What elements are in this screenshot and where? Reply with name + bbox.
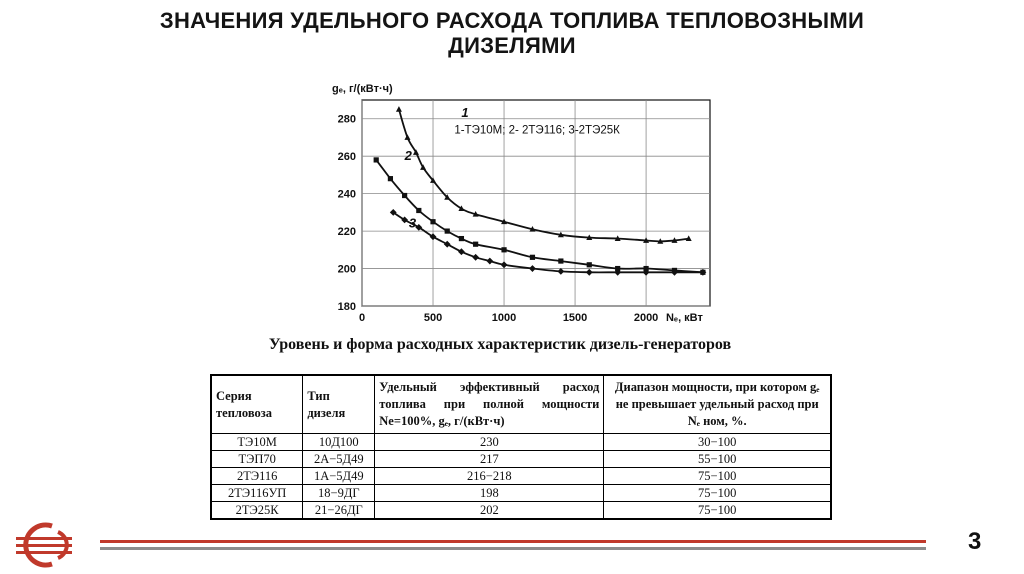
cell-series: 2ТЭ116УП bbox=[211, 485, 303, 502]
series-2-point bbox=[587, 262, 592, 267]
railway-logo-icon bbox=[14, 522, 76, 568]
x-tick-label: 1500 bbox=[562, 312, 588, 324]
series-2-point bbox=[374, 157, 379, 162]
table-row bbox=[211, 502, 831, 520]
cell-power-range: 75−100 bbox=[604, 502, 831, 520]
y-tick-label: 200 bbox=[337, 263, 356, 276]
title-line-2: ДИЗЕЛЯМИ bbox=[448, 33, 576, 58]
series-2-point bbox=[402, 193, 407, 198]
table-header-row bbox=[211, 375, 831, 434]
series-2-point bbox=[558, 258, 563, 263]
y-tick-label: 180 bbox=[337, 301, 356, 313]
cell-consumption: 198 bbox=[375, 485, 604, 502]
series-2-point bbox=[388, 176, 393, 181]
series-2-point bbox=[445, 228, 450, 233]
series-2-point bbox=[416, 208, 421, 213]
y-tick-label: 260 bbox=[337, 151, 356, 164]
cell-consumption: 217 bbox=[375, 451, 604, 468]
header-diesel-type: Тип дизеля bbox=[303, 375, 375, 434]
footer-gray-rule bbox=[100, 547, 926, 550]
header-power-range: Диапазон мощности, при котором gₑ не превышает удельный расход при Nₑ ном, %. bbox=[604, 375, 831, 434]
series-2-point bbox=[473, 242, 478, 247]
table-row bbox=[211, 485, 831, 502]
series-2-point bbox=[430, 219, 435, 224]
x-tick-label: 0 bbox=[358, 312, 366, 324]
x-axis-label: Nₑ, кВт bbox=[665, 312, 703, 324]
title-line-1: ЗНАЧЕНИЯ УДЕЛЬНОГО РАСХОДА ТОПЛИВА ТЕПЛОВОЗНЫМИ bbox=[159, 8, 865, 33]
series-label-3: 3 bbox=[408, 215, 417, 231]
legend-annotation: 1-ТЭ10М; 2- 2ТЭ116; 3-2ТЭ25К bbox=[454, 124, 620, 137]
y-tick-label: 280 bbox=[337, 113, 356, 126]
cell-diesel-type: 18−9ДГ bbox=[303, 485, 375, 502]
cell-diesel-type: 2А−5Д49 bbox=[303, 451, 375, 468]
page-title bbox=[0, 8, 1024, 58]
fuel-consumption-chart bbox=[322, 76, 718, 328]
table-row bbox=[211, 434, 831, 451]
cell-diesel-type: 21−26ДГ bbox=[303, 502, 375, 520]
cell-diesel-type: 1А−5Д49 bbox=[303, 468, 375, 485]
header-specific-consumption: Удельный эффективный расход топлива при полной мощности Ne=100%, gₑ, г/(кВт·ч) bbox=[375, 375, 604, 434]
y-tick-label: 220 bbox=[337, 226, 356, 239]
chart-caption: Уровень и форма расходных характеристик дизель-генераторов bbox=[268, 336, 732, 353]
cell-series: 2ТЭ25К bbox=[211, 502, 303, 520]
x-tick-label: 2000 bbox=[633, 312, 659, 324]
header-series: Серия тепловоза bbox=[211, 375, 303, 434]
table-row bbox=[211, 468, 831, 485]
footer-red-rule bbox=[100, 540, 926, 543]
y-axis-label: gₑ, г/(кВт·ч) bbox=[332, 83, 393, 95]
cell-series: ТЭ10М bbox=[211, 434, 303, 451]
cell-series: 2ТЭ116 bbox=[211, 468, 303, 485]
series-label-2: 2 bbox=[404, 147, 412, 163]
series-2-point bbox=[501, 247, 506, 252]
cell-consumption: 230 bbox=[375, 434, 604, 451]
cell-power-range: 75−100 bbox=[604, 485, 831, 502]
x-tick-label: 500 bbox=[423, 312, 443, 324]
cell-consumption: 216−218 bbox=[375, 468, 604, 485]
series-2-point bbox=[530, 255, 535, 260]
y-tick-label: 240 bbox=[337, 188, 356, 201]
cell-diesel-type: 10Д100 bbox=[303, 434, 375, 451]
cell-consumption: 202 bbox=[375, 502, 604, 520]
cell-series: ТЭП70 bbox=[211, 451, 303, 468]
table-row bbox=[211, 451, 831, 468]
series-label-1: 1 bbox=[461, 104, 469, 120]
x-tick-label: 1000 bbox=[491, 312, 517, 324]
cell-power-range: 55−100 bbox=[604, 451, 831, 468]
diesel-specs-table bbox=[210, 374, 832, 520]
cell-power-range: 30−100 bbox=[604, 434, 831, 451]
page-number: 3 bbox=[968, 528, 982, 555]
cell-power-range: 75−100 bbox=[604, 468, 831, 485]
series-2-point bbox=[459, 236, 464, 241]
